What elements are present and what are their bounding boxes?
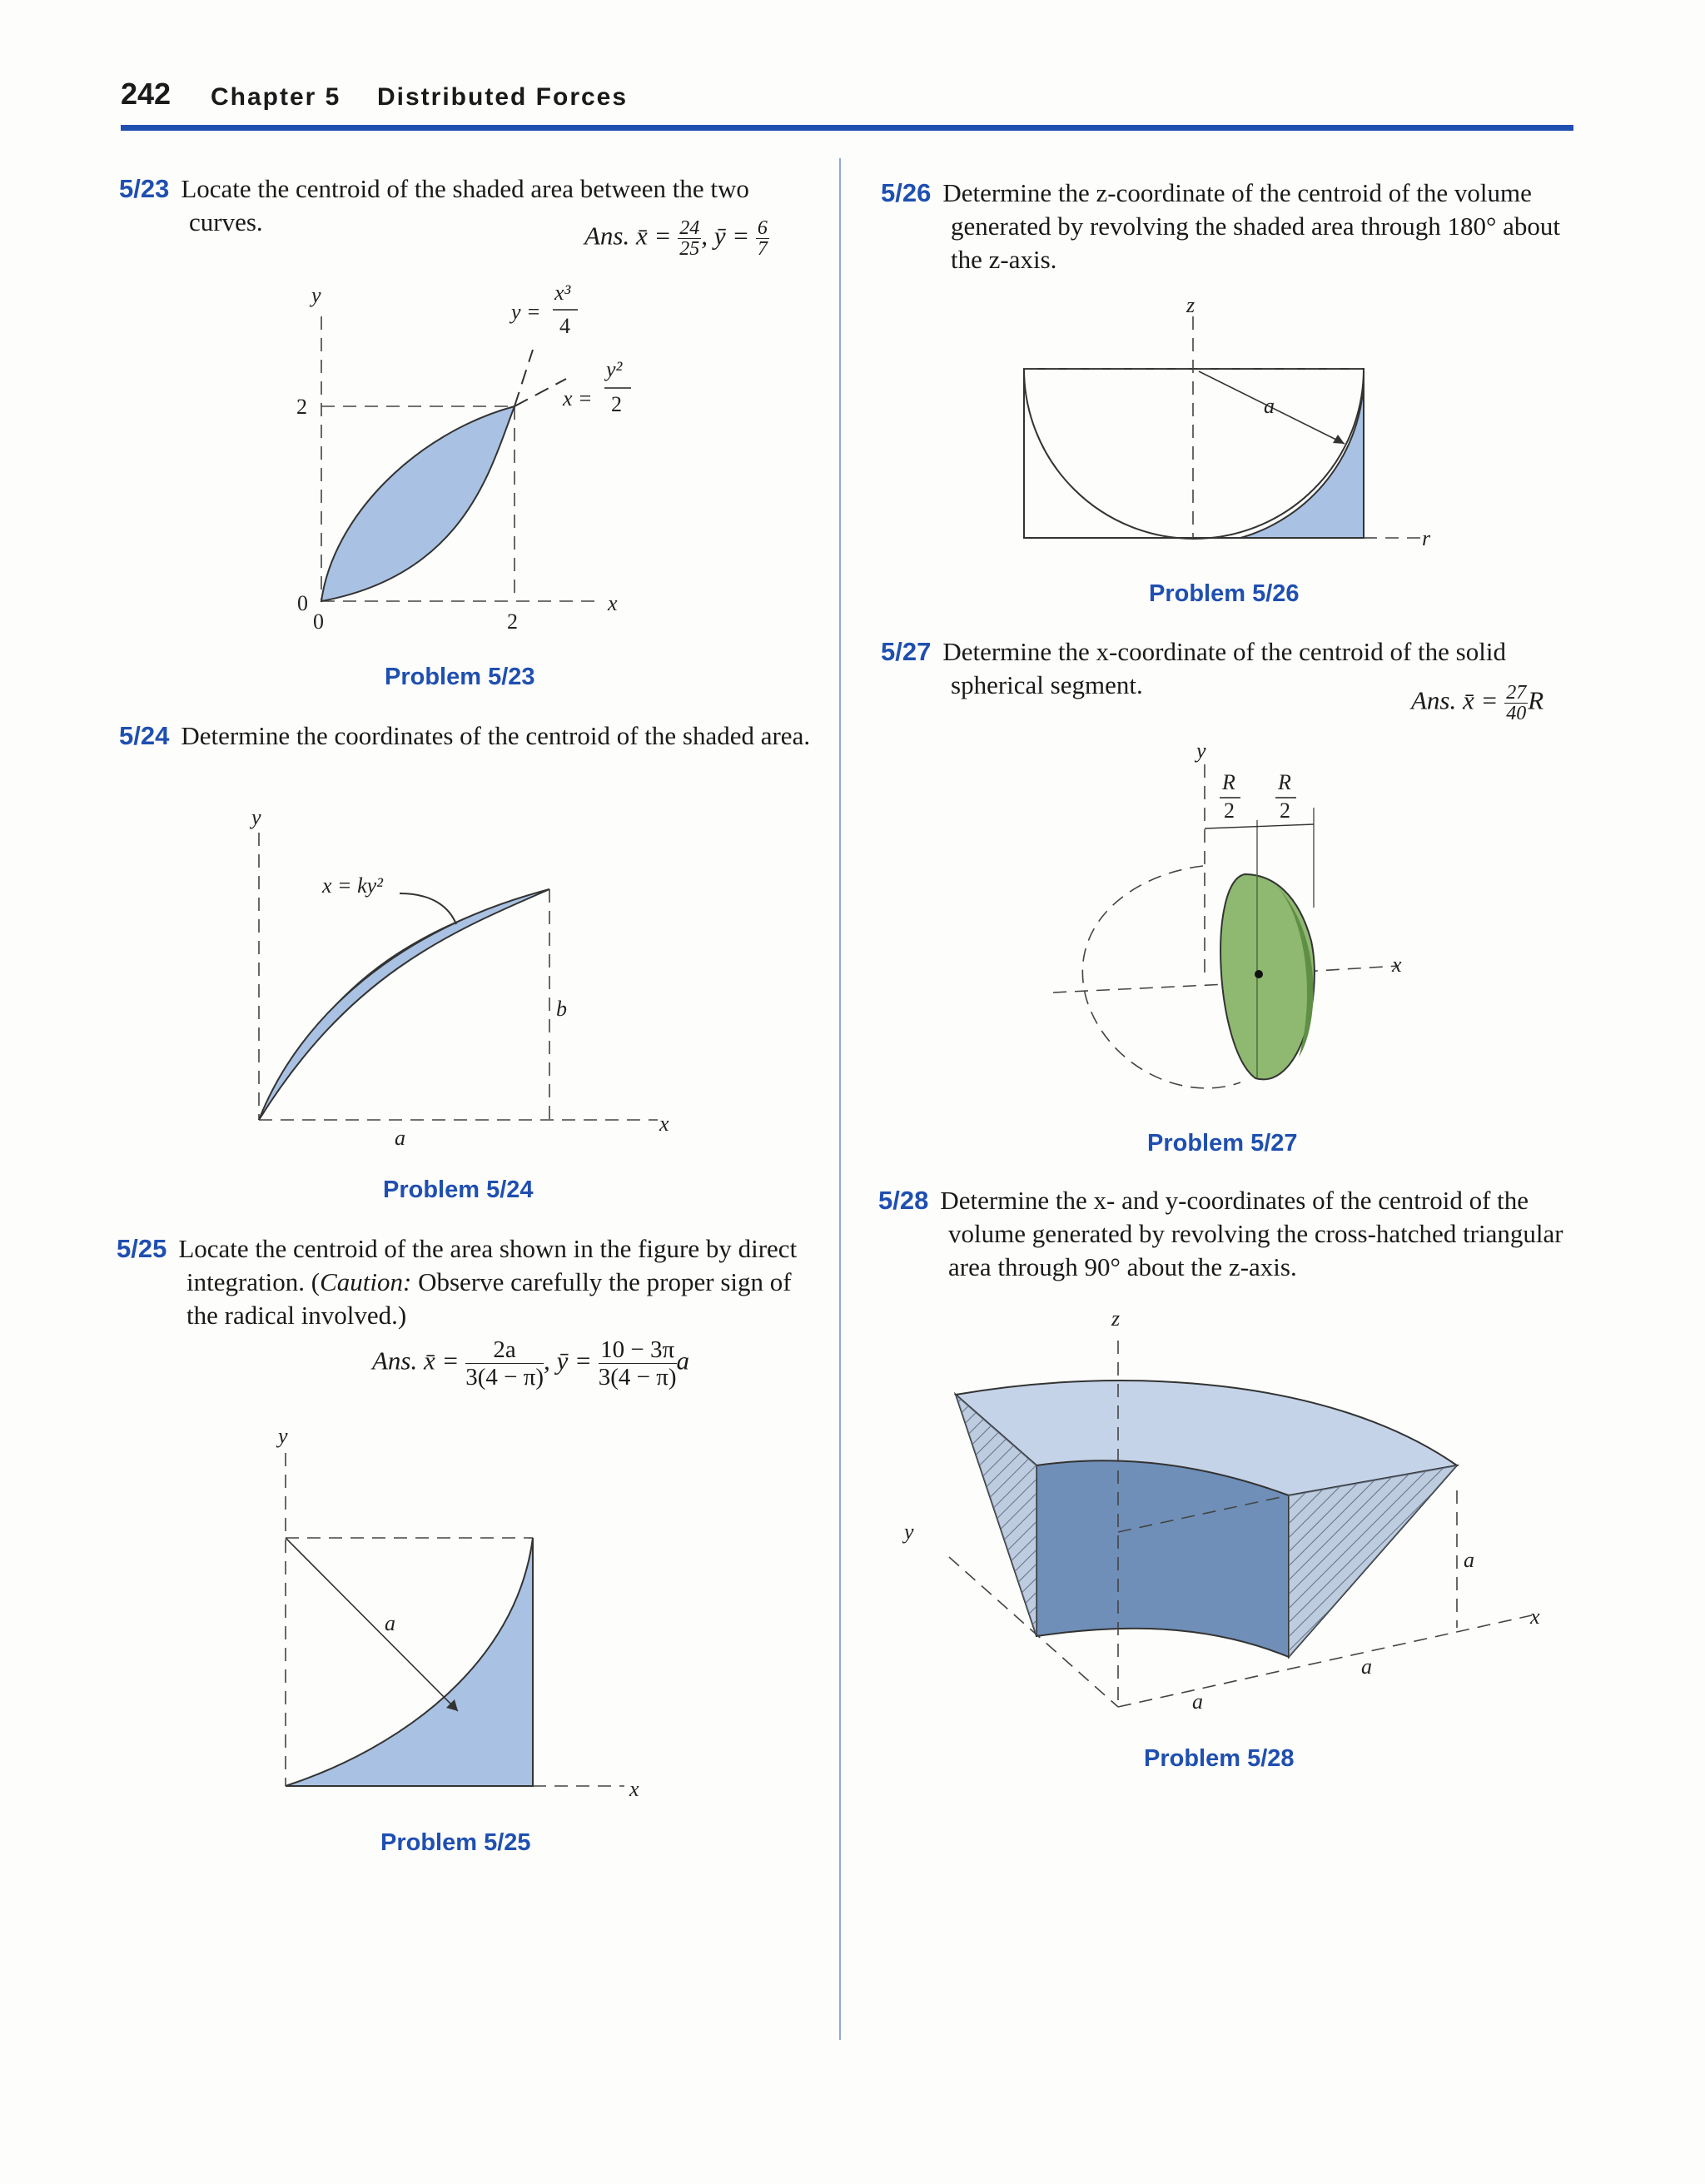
problem-text: Determine the x- and y-coordinates of the centroid of the volume generated by revolving the cross-hatched triangular area through 90° about the z-axis. [940,1186,1563,1281]
problem-text: Determine the x-coordinate of the centroid of the solid spherical segment. [942,637,1506,699]
chapter-title: Distributed Forces [377,83,629,111]
answer-x: x̄ = [636,221,672,251]
problem-text: Determine the coordinates of the centroid of the shaded area. [181,721,811,750]
chapter-label: Chapter 5 [211,83,341,111]
caption-5-25: Problem 5/25 [380,1829,531,1856]
curve2-den: 2 [611,392,622,416]
curve1-lhs: y = [511,300,541,324]
caption-5-23: Problem 5/23 [385,664,535,690]
curve-label: x = ky² [322,873,383,898]
answer-x: x̄ = [424,1346,460,1376]
y-axis-label: y [278,1424,288,1448]
a-label: a [385,1611,395,1635]
problem-id: 5/25 [117,1234,167,1263]
answer-prefix: Ans. [584,221,630,251]
x-axis-label: x [1392,953,1402,977]
tick-label-x2: 2 [507,609,518,634]
curve2-lhs: x = [563,386,593,410]
z-axis-label: z [1111,1306,1121,1331]
problem-id: 5/27 [881,637,932,666]
y-axis-label: y [311,283,321,307]
problem-text-1: Locate the centroid of the area shown in the figure by direct integration. ( [178,1234,798,1296]
answer-y-suffix: a [676,1346,689,1376]
R-label-2: R [1278,770,1291,794]
x-axis-label: x [659,1112,669,1136]
a-label: a [1264,394,1275,418]
x-axis-label: x [608,591,618,615]
problem-text-2: Observe carefully the proper sign of the radical involved.) [186,1267,792,1330]
a-label-height: a [1464,1548,1474,1572]
answer-prefix: Ans. [1411,685,1457,715]
caution-label: Caution: [320,1267,412,1296]
R-label-1: R [1222,770,1235,794]
curve2-num: y² [606,357,623,381]
b-label: b [556,997,567,1021]
answer-y-fraction: $\frac{6}{7}$ [757,217,768,260]
y-axis-label: y [251,805,261,829]
curve1-num: x³ [554,281,571,305]
answer-x-fraction: $\frac{27}{40}$ [1506,682,1527,724]
answer-x-fraction: $\frac{2a}{3(4 - \pi)}$ [465,1336,544,1390]
answer-x-fraction: $\frac{24}{25}$ [679,217,700,260]
problem-text: Determine the z-coordinate of the centroid of the volume generated by revolving the shaded area through 180° about the z-axis. [942,178,1561,274]
caption-5-27: Problem 5/27 [1147,1130,1298,1157]
answer-suffix: R [1528,685,1544,715]
problem-id: 5/23 [119,174,170,203]
problem-id: 5/24 [119,721,170,750]
page-number: 242 [121,77,171,111]
two-label-1: 2 [1224,798,1235,823]
z-axis-label: z [1186,293,1195,317]
tick-label-y0: 0 [297,591,308,615]
answer-prefix: Ans. [372,1346,418,1376]
two-label-2: 2 [1280,798,1290,823]
x-axis-label: x [629,1777,639,1801]
y-axis-label: y [1196,739,1206,763]
y-axis-label: y [904,1520,914,1544]
curve1-den: 4 [559,314,570,338]
r-axis-label: r [1422,526,1431,550]
answer-y-fraction: $\frac{10 - 3\pi}{3(4 - \pi)}$ [598,1336,677,1390]
answer-x: x̄ = [1463,685,1499,715]
problem-id: 5/28 [878,1186,929,1215]
answer-y: , ȳ = [701,221,750,251]
caption-5-26: Problem 5/26 [1149,580,1300,607]
a-label: a [395,1126,405,1150]
problem-text: Locate the centroid of the shaded area between the two curves. [181,174,749,236]
a-label-inner: a [1192,1689,1203,1714]
caption-5-28: Problem 5/28 [1144,1745,1295,1772]
tick-label-x0: 0 [313,609,324,634]
problem-id: 5/26 [881,178,932,207]
caption-5-24: Problem 5/24 [383,1177,534,1203]
x-axis-label: x [1530,1604,1540,1629]
a-label-base: a [1361,1654,1372,1679]
inner-surface [1036,1460,1289,1657]
tick-label-y2: 2 [296,395,307,419]
answer-y: , ȳ = [544,1346,592,1376]
